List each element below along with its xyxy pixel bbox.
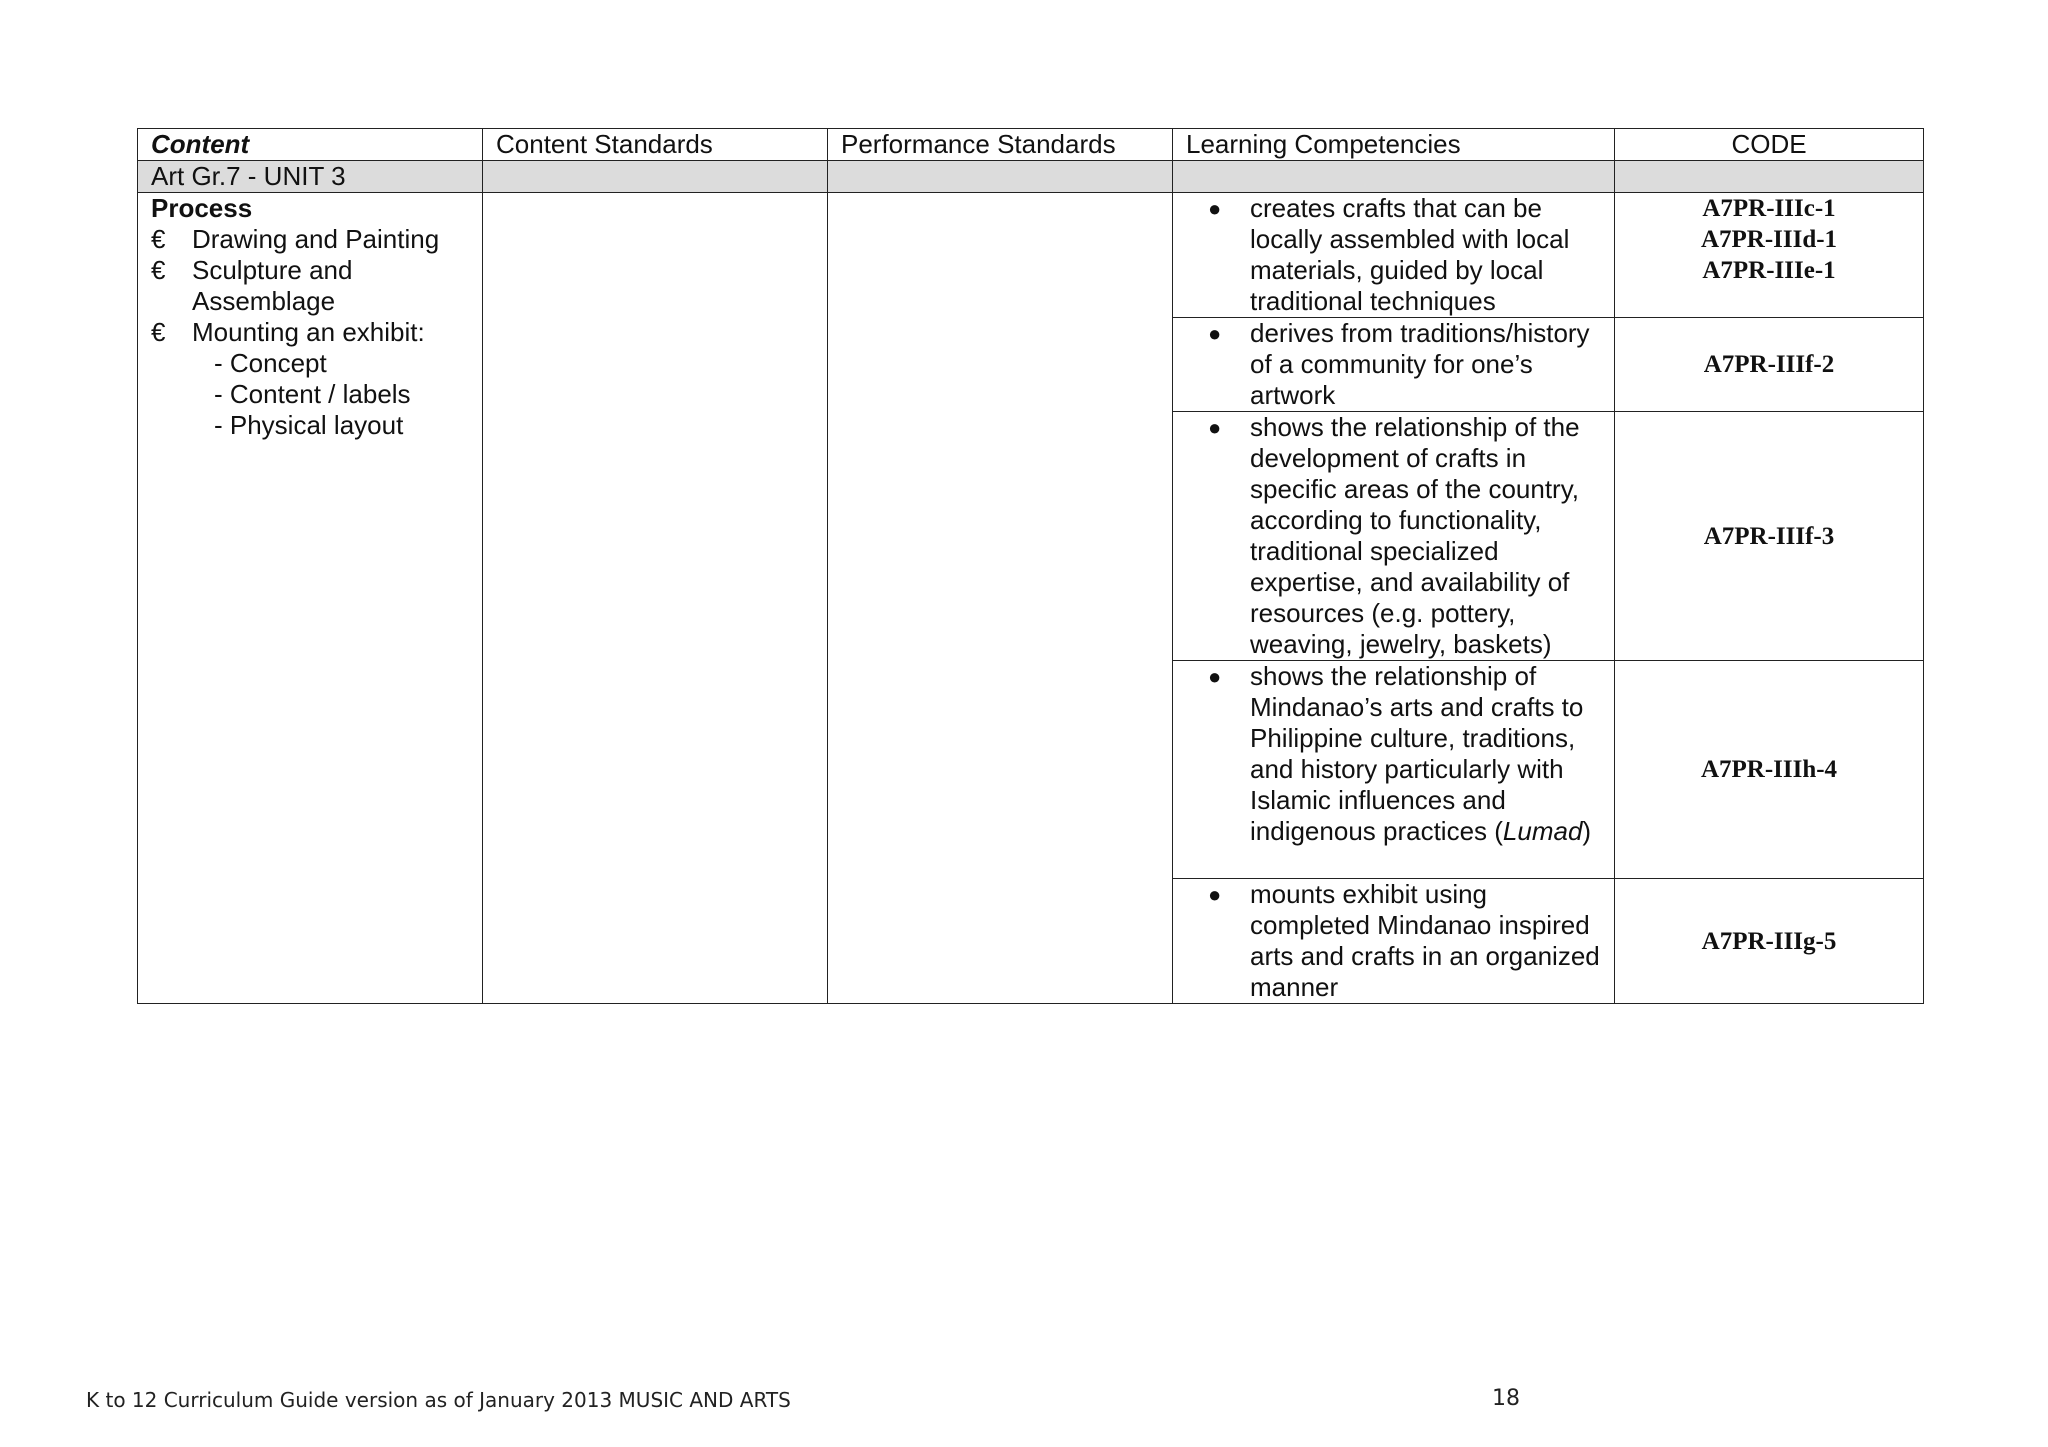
content-item: € Sculpture and Assemblage: [151, 255, 353, 316]
bullet-icon: ●: [1208, 321, 1222, 346]
euro-bullet-icon: €: [151, 255, 166, 285]
bullet-icon: ●: [1208, 664, 1222, 689]
unit-row: [138, 161, 1924, 193]
code-label: A7PR-IIId-1: [1700, 226, 1838, 253]
code-cell: [1615, 318, 1924, 412]
competency-cell: ● creates crafts that can be locally assembled with local materials, guided by local traditional techniques: [1173, 193, 1615, 318]
header-learning-competencies: Learning Competencies: [1173, 129, 1615, 161]
unit-empty-cell: [1615, 161, 1924, 193]
content-heading: Process: [151, 193, 253, 223]
code-label: A7PR-IIIh-4: [1700, 756, 1838, 783]
unit-empty-cell: [828, 161, 1173, 193]
footer-text: K to 12 Curriculum Guide version as of January 2013 MUSIC AND ARTS: [86, 1388, 791, 1412]
content-standards-cell: [483, 193, 828, 1004]
competency-cell: ● derives from traditions/history of a community for one’s artwork: [1173, 318, 1615, 412]
competency-cell: ● mounts exhibit using completed Mindanao inspired arts and crafts in an organized manner: [1173, 879, 1615, 1004]
code-label: A7PR-IIIe-1: [1702, 257, 1836, 284]
euro-bullet-icon: €: [151, 317, 166, 347]
performance-standards-cell: [828, 193, 1173, 1004]
bullet-icon: ●: [1208, 196, 1222, 221]
page-number: 18: [1492, 1386, 1520, 1411]
header-content-standards: Content Standards: [483, 129, 828, 161]
competency-row: [138, 193, 1924, 318]
bullet-icon: ●: [1208, 415, 1222, 440]
content-sub-item: - Content / labels: [214, 379, 411, 409]
curriculum-table: [137, 128, 1924, 1004]
content-item: € Mounting an exhibit: - Concept - Content / labels - Physical layout: [151, 317, 482, 441]
code-label: A7PR-IIIf-2: [1703, 351, 1835, 378]
code-cell: [1615, 661, 1924, 879]
header-performance-standards: Performance Standards: [828, 129, 1173, 161]
code-label: A7PR-IIIg-5: [1701, 927, 1837, 955]
code-label: A7PR-IIIf-3: [1703, 522, 1835, 550]
code-label: A7PR-IIIc-1: [1702, 195, 1836, 222]
unit-empty-cell: [483, 161, 828, 193]
bullet-icon: ●: [1208, 882, 1222, 907]
header-code: CODE: [1615, 129, 1924, 161]
content-sub-item: - Concept: [214, 348, 327, 378]
header-row: [138, 129, 1924, 161]
competency-cell: ● shows the relationship of Mindanao’s arts and crafts to Philippine culture, traditions, and history particularly with Islamic influences and indigenous practices (Lumad): [1173, 661, 1615, 879]
content-sub-list: [192, 348, 482, 441]
content-cell: [138, 193, 483, 1004]
code-cell: [1615, 193, 1924, 318]
header-content: Content: [138, 129, 483, 161]
code-cell: [1615, 412, 1924, 661]
euro-bullet-icon: €: [151, 224, 166, 254]
unit-empty-cell: [1173, 161, 1615, 193]
unit-title: Art Gr.7 - UNIT 3: [138, 161, 483, 193]
content-item: € Drawing and Painting: [151, 224, 440, 254]
competency-cell: ● shows the relationship of the development of crafts in specific areas of the country, according to functionality, traditional specialized expertise, and availability of resources (e.g. pottery, weaving, jewelry, baskets): [1173, 412, 1615, 661]
content-list: [151, 224, 482, 441]
code-cell: [1615, 879, 1924, 1004]
content-sub-item: - Physical layout: [214, 410, 404, 440]
